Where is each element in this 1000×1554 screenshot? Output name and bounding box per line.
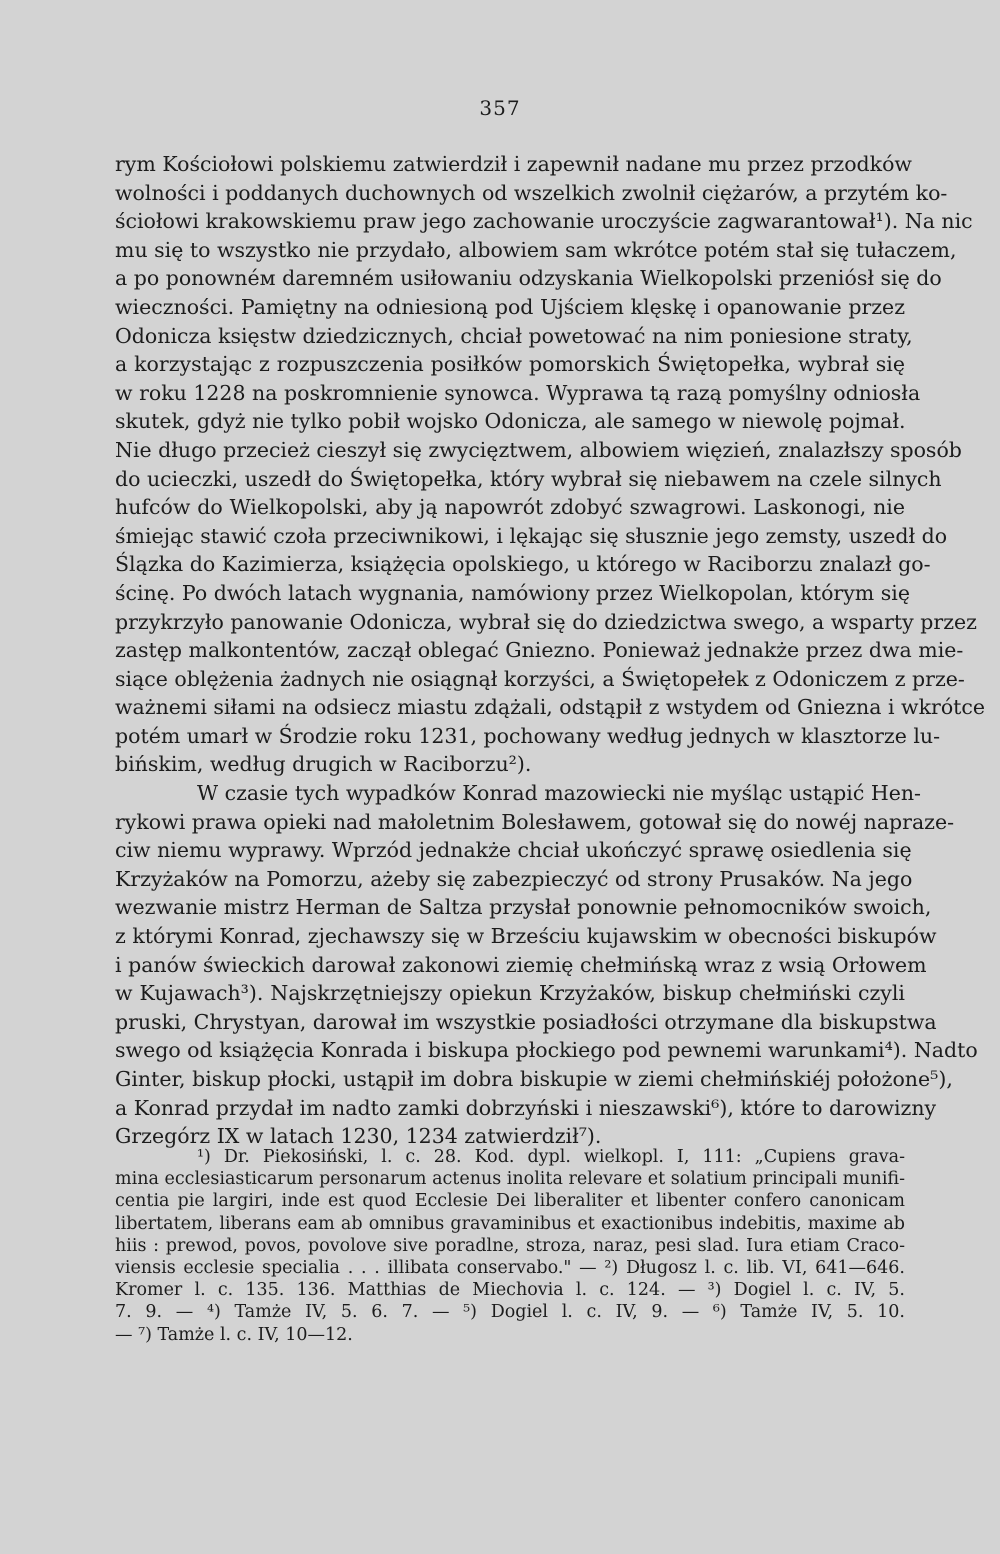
text-line: Krzyżaków na Pomorzu, ażeby się zabezpieczyć od strony Prusaków. Na jego	[115, 866, 913, 891]
text-line: swego od książęcia Konrada i biskupa płockiego pod pewnemi warunkami⁴). Nadto	[115, 1038, 978, 1063]
text-line: potém umarł w Środzie roku 1231, pochowany według jednych w klasztorze lu-	[115, 723, 941, 748]
text-line: do ucieczki, uszedł do Świętopełka, który wybrał się niebawem na czele silnych	[115, 466, 942, 491]
footnote-line: hiis : prewod, povos, povolove sive poradlne, stroza, naraz, pesi slad. Iura etiam Craco-	[115, 1235, 905, 1256]
text-line: Ślązka do Kazimierza, książęcia opolskiego, u którego w Raciborzu znalazł go-	[115, 552, 931, 577]
text-line: ściołowi krakowskiemu praw jego zachowanie uroczyście zagwarantował¹). Na nic	[115, 209, 973, 234]
text-line: a Konrad przydał im nadto zamki dobrzyński i nieszawski⁶), które to darowizny	[115, 1095, 937, 1120]
footnote-line: ¹) Dr. Piekosiński, l. c. 28. Kod. dypl. wielkopl. I, 111: „Cupiens grava-	[197, 1147, 905, 1167]
text-line: i panów świeckich darował zakonowi ziemię chełmińską wraz z wsią Orłowem	[115, 952, 927, 977]
text-line: rym Kościołowi polskiemu zatwierdził i zapewnił nadane mu przez przodków	[115, 152, 912, 176]
footnote-line: mina ecclesiasticarum personarum actenus inolita relevare et solatium principali munifi-	[115, 1169, 905, 1190]
text-line: pruski, Chrystyan, darował im wszystkie posiadłości otrzymane dla biskupstwa	[115, 1009, 937, 1034]
text-line: w Kujawach³). Najskrzętniejszy opiekun Krzyżaków, biskup chełmiński czyli	[115, 981, 905, 1006]
text-line: hufców do Wielkopolski, aby ją napowrót zdobyć szwagrowi. Laskonogi, nie	[115, 495, 905, 520]
text-line: Ginter, biskup płocki, ustąpił im dobra biskupie w ziemi chełmińskiéj położone⁵),	[115, 1067, 953, 1091]
text-line: wezwanie mistrz Herman de Saltza przysłał ponownie pełnomocników swoich,	[115, 895, 932, 920]
text-line: Nie długo przecież cieszył się zwycięztwem, albowiem więzień, znalazłszy sposób	[115, 437, 962, 462]
text-line: bińskim, według drugich w Raciborzu²).	[115, 752, 532, 777]
text-line: ciw niemu wyprawy. Wprzód jednakże chciał ukończyć sprawę osiedlenia się	[115, 838, 912, 863]
footnotes	[115, 1146, 905, 1346]
text-line: z którymi Konrad, zjechawszy się w Brześciu kujawskim w obecności biskupów	[115, 924, 937, 949]
main-text	[115, 150, 986, 1151]
text-line: mu się to wszystko nie przydało, albowiem sam wkrótce potém stał się tułaczem,	[115, 237, 957, 262]
footnote-line: centia pie largiri, inde est quod Ecclesie Dei liberaliter et libenter confero canonicam	[115, 1191, 905, 1212]
text-line: siące oblężenia żadnych nie osiągnął korzyści, a Świętopełek z Odoniczem z prze-	[115, 666, 965, 691]
text-line: ważnemi siłami na odsiecz miastu zdążali, odstąpił z wstydem od Gniezna i wkrótce	[115, 695, 986, 720]
footnote-line: Kromer l. c. 135. 136. Matthias de Miechovia l. c. 124. — ³) Dogiel l. c. IV, 5.	[115, 1280, 905, 1301]
footnote-line: viensis ecclesie specialia . . . illibata conservabo." — ²) Długosz l. c. lib. VI, 641—646.	[115, 1257, 905, 1278]
text-line: a po ponownéм daremném usiłowaniu odzyskania Wielkopolski przeniósł się do	[115, 266, 942, 291]
text-line: rykowi prawa opieki nad małoletnim Bolesławem, gotował się do nowéj napraze-	[115, 809, 955, 834]
text-line: przykrzyło panowanie Odonicza, wybrał się do dziedzictwa swego, a wsparty przez	[115, 609, 977, 634]
text-line: wieczności. Pamiętny na odniesioną pod Ujściem klęskę i opanowanie przez	[115, 294, 905, 319]
footnote-line: — ⁷) Tamże l. c. IV, 10—12.	[115, 1324, 353, 1345]
footnote-line: 7. 9. — ⁴) Tamże IV, 5. 6. 7. — ⁵) Dogiel l. c. IV, 9. — ⁶) Tamże IV, 5. 10.	[115, 1302, 905, 1323]
text-line: ścinę. Po dwóch latach wygnania, namówiony przez Wielkopolan, którym się	[115, 580, 910, 605]
text-line: Grzegórz IX w latach 1230, 1234 zatwierdził⁷).	[115, 1124, 602, 1149]
text-line: śmiejąc stawić czoła przeciwnikowi, i lękając się słusznie jego zemsty, uszedł do	[115, 523, 948, 548]
text-line: w roku 1228 na poskromnienie synowca. Wyprawa tą razą pomyślny odniosła	[115, 380, 921, 405]
text-line: zastęp malkontentów, zaczął oblegać Gniezno. Ponieważ jednakże przez dwa mie-	[115, 638, 964, 663]
text-line: wolności i poddanych duchownych od wszelkich zwolnił ciężarów, a przytém ko-	[115, 180, 948, 205]
text-line: a korzystając z rozpuszczenia posiłków pomorskich Świętopełka, wybrał się	[115, 352, 905, 377]
page-number: 357	[479, 96, 521, 120]
text-line: skutek, gdyż nie tylko pobił wojsko Odonicza, ale samego w niewolę pojmał.	[115, 409, 906, 434]
text-line: W czasie tych wypadków Konrad mazowiecki nie myśląc ustąpić Hen-	[197, 781, 921, 806]
footnote-line: libertatem, liberans eam ab omnibus gravaminibus et exactionibus indebitis, maxime ab	[115, 1213, 905, 1234]
text-line: Odonicza księstw dziedzicznych, chciał powetować na nim poniesione straty,	[115, 323, 913, 348]
